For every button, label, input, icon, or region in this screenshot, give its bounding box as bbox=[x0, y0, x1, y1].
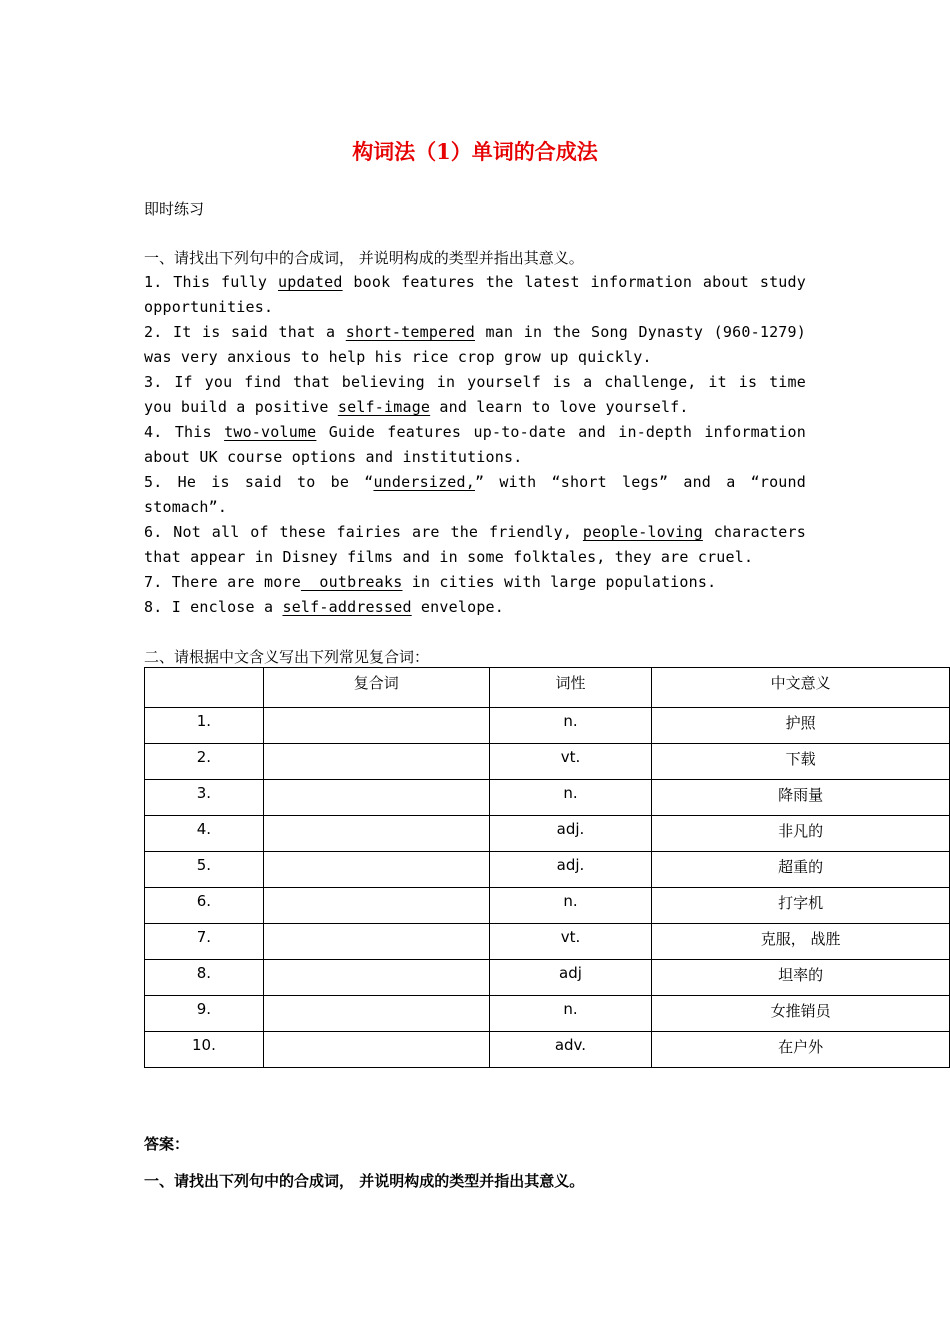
answer-cell[interactable] bbox=[263, 924, 489, 960]
question-text: in cities with large populations. bbox=[402, 573, 717, 591]
row-number: 7. bbox=[145, 924, 264, 960]
chinese-meaning: 超重的 bbox=[652, 852, 950, 888]
answers-part1-heading: 一、请找出下列句中的合成词， 并说明构成的类型并指出其意义。 bbox=[144, 1172, 585, 1190]
compound-word: updated bbox=[277, 273, 343, 291]
compound-word: two-volume bbox=[224, 423, 317, 441]
column-header bbox=[145, 668, 264, 708]
question-text: 6. Not all of these fairies are the friendly, bbox=[144, 523, 583, 541]
chinese-meaning: 女推销员 bbox=[652, 996, 950, 1032]
question-text: 2. It is said that a bbox=[144, 323, 346, 341]
question-text: and learn to love yourself. bbox=[430, 398, 689, 416]
question-7 bbox=[144, 570, 806, 595]
row-number: 4. bbox=[145, 816, 264, 852]
question-4 bbox=[144, 420, 806, 470]
column-header: 复合词 bbox=[263, 668, 489, 708]
part-of-speech: vt. bbox=[489, 924, 652, 960]
question-text: 4. This bbox=[144, 423, 225, 441]
compound-word: outbreaks bbox=[300, 573, 403, 591]
document-title: 构词法（1）单词的合成法 bbox=[352, 139, 598, 164]
compound-word: short-tempered bbox=[345, 323, 475, 341]
question-text: 5. He is said to be “ bbox=[144, 473, 374, 491]
answer-cell[interactable] bbox=[263, 960, 489, 996]
answer-cell[interactable] bbox=[263, 780, 489, 816]
table-row bbox=[145, 960, 950, 996]
part2-heading: 二、请根据中文含义写出下列常见复合词： bbox=[144, 648, 430, 666]
part-of-speech: adv. bbox=[489, 1032, 652, 1068]
question-1 bbox=[144, 270, 806, 320]
part-of-speech: n. bbox=[489, 708, 652, 744]
part-of-speech: vt. bbox=[489, 744, 652, 780]
answers-title: 答案： bbox=[144, 1135, 190, 1153]
chinese-meaning: 下载 bbox=[652, 744, 950, 780]
question-2 bbox=[144, 320, 806, 370]
row-number: 9. bbox=[145, 996, 264, 1032]
row-number: 8. bbox=[145, 960, 264, 996]
answer-cell[interactable] bbox=[263, 744, 489, 780]
answer-cell[interactable] bbox=[263, 852, 489, 888]
row-number: 6. bbox=[145, 888, 264, 924]
column-header: 词性 bbox=[489, 668, 652, 708]
chinese-meaning: 打字机 bbox=[652, 888, 950, 924]
vocabulary-table bbox=[144, 667, 950, 1068]
part-of-speech: n. bbox=[489, 996, 652, 1032]
chinese-meaning: 降雨量 bbox=[652, 780, 950, 816]
part-of-speech: adj. bbox=[489, 816, 652, 852]
question-text: 1. This fully bbox=[144, 273, 278, 291]
answer-cell[interactable] bbox=[263, 708, 489, 744]
table-row bbox=[145, 996, 950, 1032]
compound-word: people-loving bbox=[582, 523, 703, 541]
chinese-meaning: 非凡的 bbox=[652, 816, 950, 852]
table-row bbox=[145, 816, 950, 852]
part-of-speech: adj bbox=[489, 960, 652, 996]
compound-word: self-image bbox=[337, 398, 431, 416]
answer-cell[interactable] bbox=[263, 996, 489, 1032]
table-row bbox=[145, 1032, 950, 1068]
table-row bbox=[145, 888, 950, 924]
answer-cell[interactable] bbox=[263, 888, 489, 924]
question-text: 8. I enclose a bbox=[144, 598, 283, 616]
row-number: 5. bbox=[145, 852, 264, 888]
part-of-speech: n. bbox=[489, 780, 652, 816]
section-label: 即时练习 bbox=[144, 200, 205, 218]
column-header: 中文意义 bbox=[652, 668, 950, 708]
question-text: ” with “short legs” and a “round stomach”. bbox=[144, 473, 806, 516]
question-text: 7. There are more bbox=[144, 573, 301, 591]
answer-cell[interactable] bbox=[263, 1032, 489, 1068]
question-text: book features the latest information about study opportunities. bbox=[144, 273, 806, 316]
question-8 bbox=[144, 595, 806, 620]
question-text: 3. If you find that believing in yourself is a challenge, it is time you build a positive bbox=[144, 373, 806, 416]
table-header-row bbox=[145, 668, 950, 708]
question-5 bbox=[144, 470, 806, 520]
chinese-meaning: 护照 bbox=[652, 708, 950, 744]
chinese-meaning: 克服， 战胜 bbox=[652, 924, 950, 960]
table-row bbox=[145, 924, 950, 960]
compound-word: self-addressed bbox=[282, 598, 412, 616]
question-text: characters that appear in Disney films and in some folktales, they are cruel. bbox=[144, 523, 806, 566]
chinese-meaning: 坦率的 bbox=[652, 960, 950, 996]
question-3 bbox=[144, 370, 806, 420]
table-row bbox=[145, 744, 950, 780]
chinese-meaning: 在户外 bbox=[652, 1032, 950, 1068]
part1-heading: 一、请找出下列句中的合成词， 并说明构成的类型并指出其意义。 bbox=[144, 249, 584, 267]
question-text: Guide features up-to-date and in-depth information about UK course options and institutions. bbox=[144, 423, 806, 466]
row-number: 3. bbox=[145, 780, 264, 816]
question-6 bbox=[144, 520, 806, 570]
answer-cell[interactable] bbox=[263, 816, 489, 852]
row-number: 1. bbox=[145, 708, 264, 744]
part-of-speech: adj. bbox=[489, 852, 652, 888]
part-of-speech: n. bbox=[489, 888, 652, 924]
table-row bbox=[145, 852, 950, 888]
table-row bbox=[145, 708, 950, 744]
table-row bbox=[145, 780, 950, 816]
compound-word: undersized, bbox=[373, 473, 475, 491]
question-text: man in the Song Dynasty (960-1279) was very anxious to help his rice crop grow up quickly. bbox=[144, 323, 806, 366]
row-number: 10. bbox=[145, 1032, 264, 1068]
row-number: 2. bbox=[145, 744, 264, 780]
question-text: envelope. bbox=[411, 598, 505, 616]
